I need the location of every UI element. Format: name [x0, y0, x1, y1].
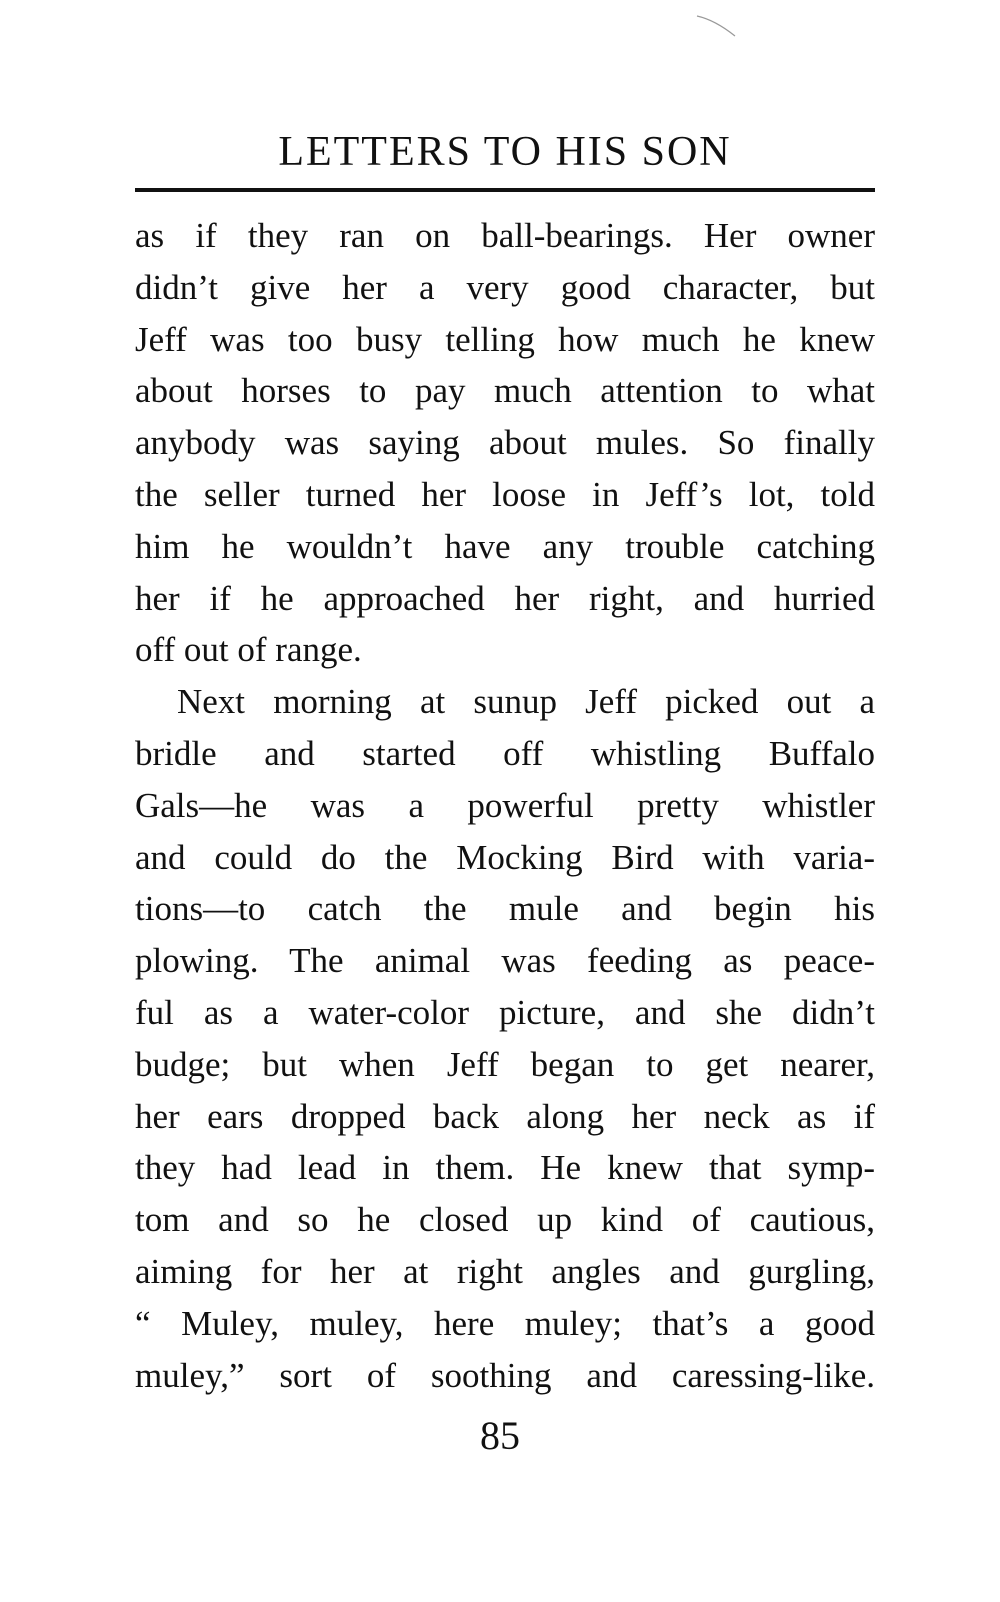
text-line: anybody was saying about mules. So finally	[135, 423, 875, 463]
text-line: tions—to catch the mule and begin his	[135, 889, 875, 929]
text-line: ful as a water-color picture, and she didn’t	[135, 992, 875, 1032]
text-line: aiming for her at right angles and gurgling,	[135, 1251, 875, 1291]
text-line: they had lead in them. He knew that symp-	[135, 1148, 875, 1188]
page-number: 85	[480, 1413, 520, 1458]
text-line: budge; but when Jeff began to get nearer,	[135, 1044, 875, 1084]
text-line: didn’t give her a very good character, but	[135, 267, 875, 307]
text-line: and could do the Mocking Bird with varia-	[135, 837, 875, 877]
text-line: bridle and started off whistling Buffalo	[135, 733, 875, 773]
paragraph-1	[135, 210, 875, 676]
text-line: tom and so he closed up kind of cautious,	[135, 1200, 875, 1240]
text-line: her if he approached her right, and hurried	[135, 578, 875, 618]
body-text	[135, 210, 875, 1401]
text-line: Gals—he was a powerful pretty whistler	[135, 785, 875, 825]
paragraph-2	[135, 676, 875, 1401]
text-line: plowing. The animal was feeding as peace-	[135, 941, 875, 981]
text-line: him he wouldn’t have any trouble catching	[135, 526, 875, 566]
text-line: Jeff was too busy telling how much he knew	[135, 319, 875, 359]
text-line: the seller turned her loose in Jeff’s lot, told	[135, 474, 875, 514]
header-rule	[135, 188, 875, 192]
running-head: LETTERS TO HIS SON	[278, 129, 732, 175]
text-line: off out of range.	[135, 630, 362, 670]
text-line: about horses to pay much attention to what	[135, 371, 875, 411]
text-line: Next morning at sunup Jeff picked out a	[177, 682, 875, 722]
text-line: muley,” sort of soothing and caressing-like.	[135, 1355, 875, 1395]
text-line: “ Muley, muley, here muley; that’s a good	[135, 1303, 875, 1343]
scan-mark-top-right	[695, 12, 745, 42]
text-line: her ears dropped back along her neck as if	[135, 1096, 875, 1136]
text-line: as if they ran on ball-bearings. Her owner	[135, 216, 875, 255]
